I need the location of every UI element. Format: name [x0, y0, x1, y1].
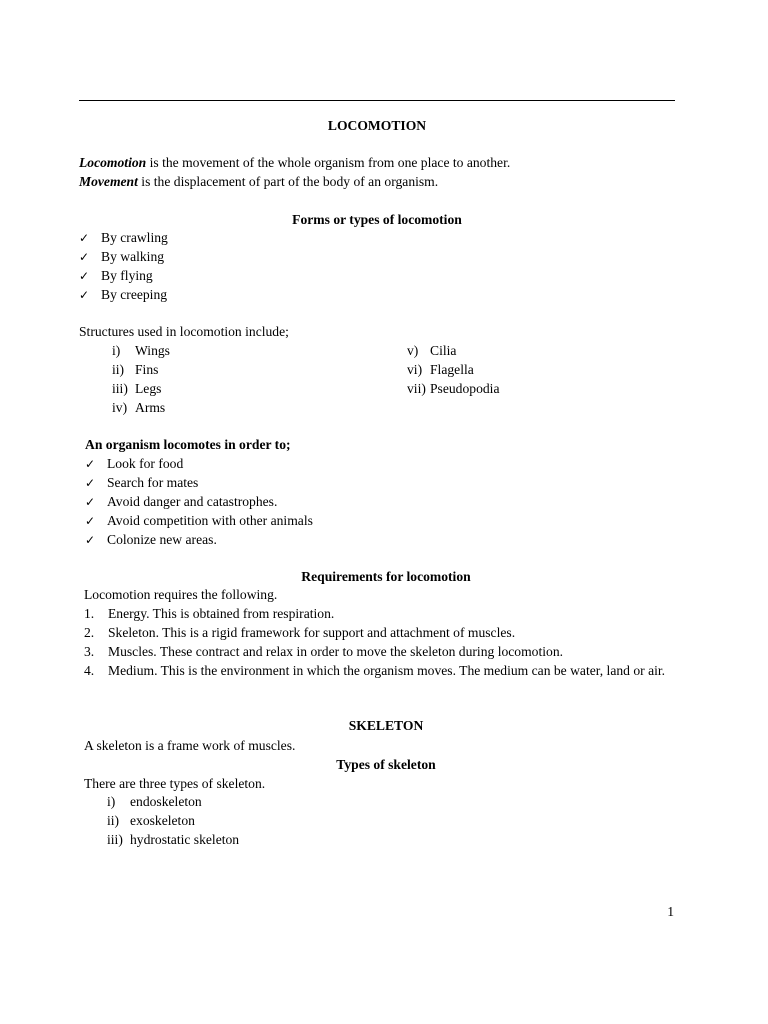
list-item-number: iv) — [112, 399, 128, 415]
list-item-number: v) — [407, 343, 419, 358]
structures-list-left — [112, 342, 312, 418]
list-item — [85, 493, 485, 512]
list-item-label: Skeleton. This is a rigid framework for support and attachment of muscles. — [108, 624, 516, 640]
check-icon: ✓ — [85, 513, 96, 528]
list-item — [107, 831, 367, 850]
forms-list — [79, 229, 379, 305]
check-icon: ✓ — [85, 475, 96, 490]
list-item — [85, 531, 485, 550]
list-item — [79, 248, 379, 267]
definition-text: is the movement of the whole organism from one place to another. — [146, 155, 511, 170]
check-icon: ✓ — [79, 231, 90, 245]
list-item-number: 4. — [84, 662, 95, 678]
list-item-label: Pseudopodia — [430, 380, 500, 396]
requirements-intro: Locomotion requires the following. — [84, 587, 278, 602]
list-item — [79, 267, 379, 286]
list-item — [79, 286, 379, 305]
list-item-number: vi) — [407, 361, 423, 377]
definition-term: Locomotion — [79, 155, 147, 170]
list-item-label: Colonize new areas. — [107, 531, 217, 547]
list-item — [407, 380, 607, 399]
skeleton-types-heading: Types of skeleton — [336, 757, 436, 772]
check-icon: ✓ — [79, 249, 90, 264]
list-item-number: ii) — [112, 361, 125, 377]
list-item-label: Fins — [135, 361, 159, 377]
list-item — [84, 605, 696, 624]
list-item-label: Energy. This is obtained from respiration. — [108, 605, 335, 621]
list-item-number: ii) — [107, 812, 120, 828]
list-item-label: Medium. This is the environment in which the organism moves. The medium can be water, land or air. — [108, 662, 666, 678]
list-item-label: Legs — [135, 380, 162, 396]
list-item-label: Cilia — [430, 343, 457, 358]
check-icon: ✓ — [85, 532, 96, 547]
list-item-number: 2. — [84, 624, 95, 640]
list-item-number: iii) — [107, 831, 123, 847]
list-item-number: i) — [107, 794, 116, 809]
list-item — [84, 662, 696, 681]
list-item — [112, 399, 312, 418]
list-item-label: Avoid danger and catastrophes. — [107, 493, 278, 509]
list-item-number: 3. — [84, 643, 95, 659]
page-number: 1 — [667, 904, 674, 919]
forms-heading: Forms or types of locomotion — [292, 212, 462, 227]
list-item — [112, 361, 312, 380]
list-item-label: Muscles. These contract and relax in order to move the skeleton during locomotion. — [108, 643, 564, 659]
list-item-label: By creeping — [101, 286, 168, 302]
list-item-number: 1. — [84, 605, 95, 621]
requirements-heading: Requirements for locomotion — [301, 569, 471, 584]
list-item-number: iii) — [112, 380, 128, 396]
reasons-list — [85, 455, 485, 550]
list-item-label: Wings — [135, 343, 170, 358]
list-item-label: By crawling — [101, 230, 168, 245]
list-item — [84, 624, 696, 643]
list-item-label: By flying — [101, 267, 153, 283]
skeleton-definition: A skeleton is a frame work of muscles. — [84, 738, 296, 753]
list-item — [112, 380, 312, 399]
list-item-label: Search for mates — [107, 474, 199, 490]
header-rule — [79, 100, 675, 101]
list-item-label: hydrostatic skeleton — [130, 831, 240, 847]
check-icon: ✓ — [79, 268, 90, 283]
check-icon: ✓ — [85, 494, 96, 509]
list-item — [85, 455, 485, 474]
check-icon: ✓ — [85, 457, 96, 471]
list-item — [85, 474, 485, 493]
skeleton-types-intro: There are three types of skeleton. — [84, 776, 266, 791]
list-item-label: endoskeleton — [130, 794, 202, 809]
list-item — [85, 512, 485, 531]
list-item-label: Flagella — [430, 361, 474, 377]
list-item — [107, 793, 367, 812]
list-item — [79, 229, 379, 248]
list-item — [112, 342, 312, 361]
page-title: LOCOMOTION — [327, 118, 427, 133]
list-item-label: By walking — [101, 248, 165, 264]
list-item-label: Look for food — [107, 456, 184, 471]
list-item — [407, 361, 607, 380]
check-icon: ✓ — [79, 287, 90, 302]
requirements-list — [84, 586, 696, 681]
definitions — [79, 154, 699, 192]
structures-list-right — [407, 342, 607, 399]
definition-locomotion — [79, 154, 699, 173]
list-item — [107, 812, 367, 831]
list-item-number: i) — [112, 343, 121, 358]
reasons-heading: An organism locomotes in order to; — [85, 437, 291, 452]
structures-intro: Structures used in locomotion include; — [79, 324, 289, 339]
list-item-label: Avoid competition with other animals — [107, 512, 313, 528]
definition-movement — [79, 173, 699, 192]
list-item — [84, 643, 696, 662]
skeleton-heading: SKELETON — [348, 718, 424, 733]
list-item-number: vii) — [407, 380, 426, 396]
definition-term: Movement — [79, 173, 138, 189]
definition-text: is the displacement of part of the body of an organism. — [137, 173, 439, 189]
list-item — [407, 342, 607, 361]
skeleton-types-list — [107, 793, 367, 850]
list-item-label: exoskeleton — [130, 812, 195, 828]
list-item-label: Arms — [135, 399, 166, 415]
